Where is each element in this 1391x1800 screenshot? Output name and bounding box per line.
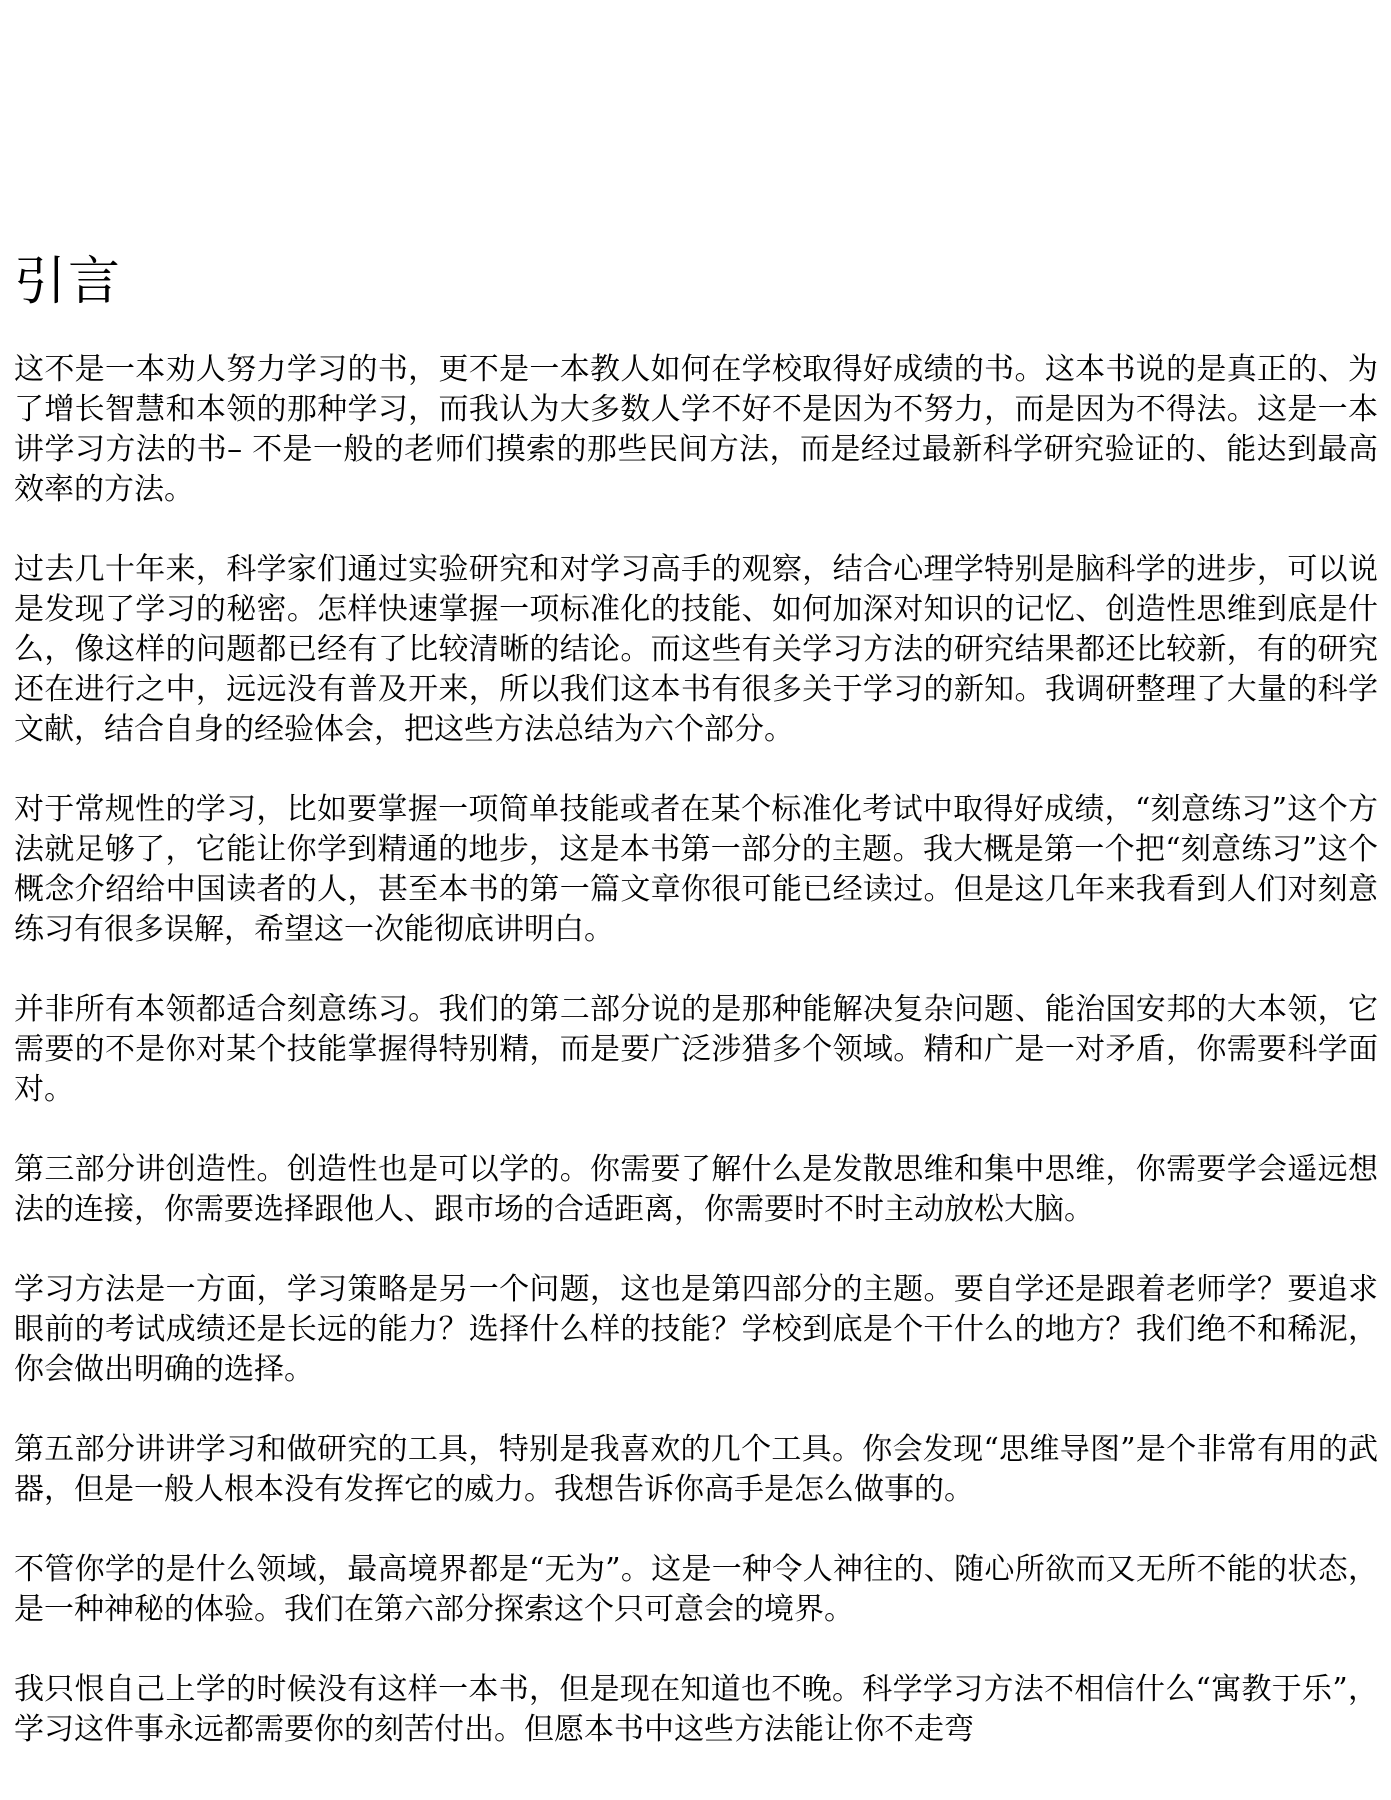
paragraph-6: 学习方法是一方面，学习策略是另一个问题，这也是第四部分的主题。要自学还是跟着老师学？要追求眼前的考试成绩还是长远的能力？选择什么样的技能？学校到底是个干什么的地方？我们绝不和稀泥，你会做出明确的选择。 (14, 1272, 1378, 1387)
paragraph-5: 第三部分讲创造性。创造性也是可以学的。你需要了解什么是发散思维和集中思维，你需要学会遥远想法的连接，你需要选择跟他人、跟市场的合适距离，你需要时不时主动放松大脑。 (14, 1152, 1378, 1227)
paragraph-1: 这不是一本劝人努力学习的书，更不是一本教人如何在学校取得好成绩的书。这本书说的是真正的、为了增长智慧和本领的那种学习，而我认为大多数人学不好不是因为不努力，而是因为不得法。这是一本讲学习方法的书– 不是一般的老师们摸索的那些民间方法，而是经过最新科学研究验证的、能达到最高效率的方法。 (14, 352, 1378, 507)
paragraph-4: 并非所有本领都适合刻意练习。我们的第二部分说的是那种能解决复杂问题、能治国安邦的大本领，它需要的不是你对某个技能掌握得特别精，而是要广泛涉猎多个领域。精和广是一对矛盾，你需要科学面对。 (14, 992, 1378, 1107)
chapter-title: 引言 (14, 252, 123, 312)
paragraph-9: 我只恨自己上学的时候没有这样一本书，但是现在知道也不晚。科学学习方法不相信什么“寓教于乐”，学习这件事永远都需要你的刻苦付出。但愿本书中这些方法能让你不走弯 (14, 1672, 1378, 1747)
paragraph-3: 对于常规性的学习，比如要掌握一项简单技能或者在某个标准化考试中取得好成绩，“刻意练习”这个方法就足够了，它能让你学到精通的地步，这是本书第一部分的主题。我大概是第一个把“刻意练习”这个概念介绍给中国读者的人，甚至本书的第一篇文章你很可能已经读过。但是这几年来我看到人们对刻意练习有很多误解，希望这一次能彻底讲明白。 (14, 792, 1378, 947)
document-page (14, 240, 1378, 1790)
paragraph-2: 过去几十年来，科学家们通过实验研究和对学习高手的观察，结合心理学特别是脑科学的进步，可以说是发现了学习的秘密。怎样快速掌握一项标准化的技能、如何加深对知识的记忆、创造性思维到底是什么，像这样的问题都已经有了比较清晰的结论。而这些有关学习方法的研究结果都还比较新，有的研究还在进行之中，远远没有普及开来，所以我们这本书有很多关于学习的新知。我调研整理了大量的科学文献，结合自身的经验体会，把这些方法总结为六个部分。 (14, 552, 1378, 747)
paragraph-7: 第五部分讲讲学习和做研究的工具，特别是我喜欢的几个工具。你会发现“思维导图”是个非常有用的武器，但是一般人根本没有发挥它的威力。我想告诉你高手是怎么做事的。 (14, 1432, 1378, 1507)
paragraph-8: 不管你学的是什么领域，最高境界都是“无为”。这是一种令人神往的、随心所欲而又无所不能的状态，是一种神秘的体验。我们在第六部分探索这个只可意会的境界。 (14, 1552, 1378, 1627)
